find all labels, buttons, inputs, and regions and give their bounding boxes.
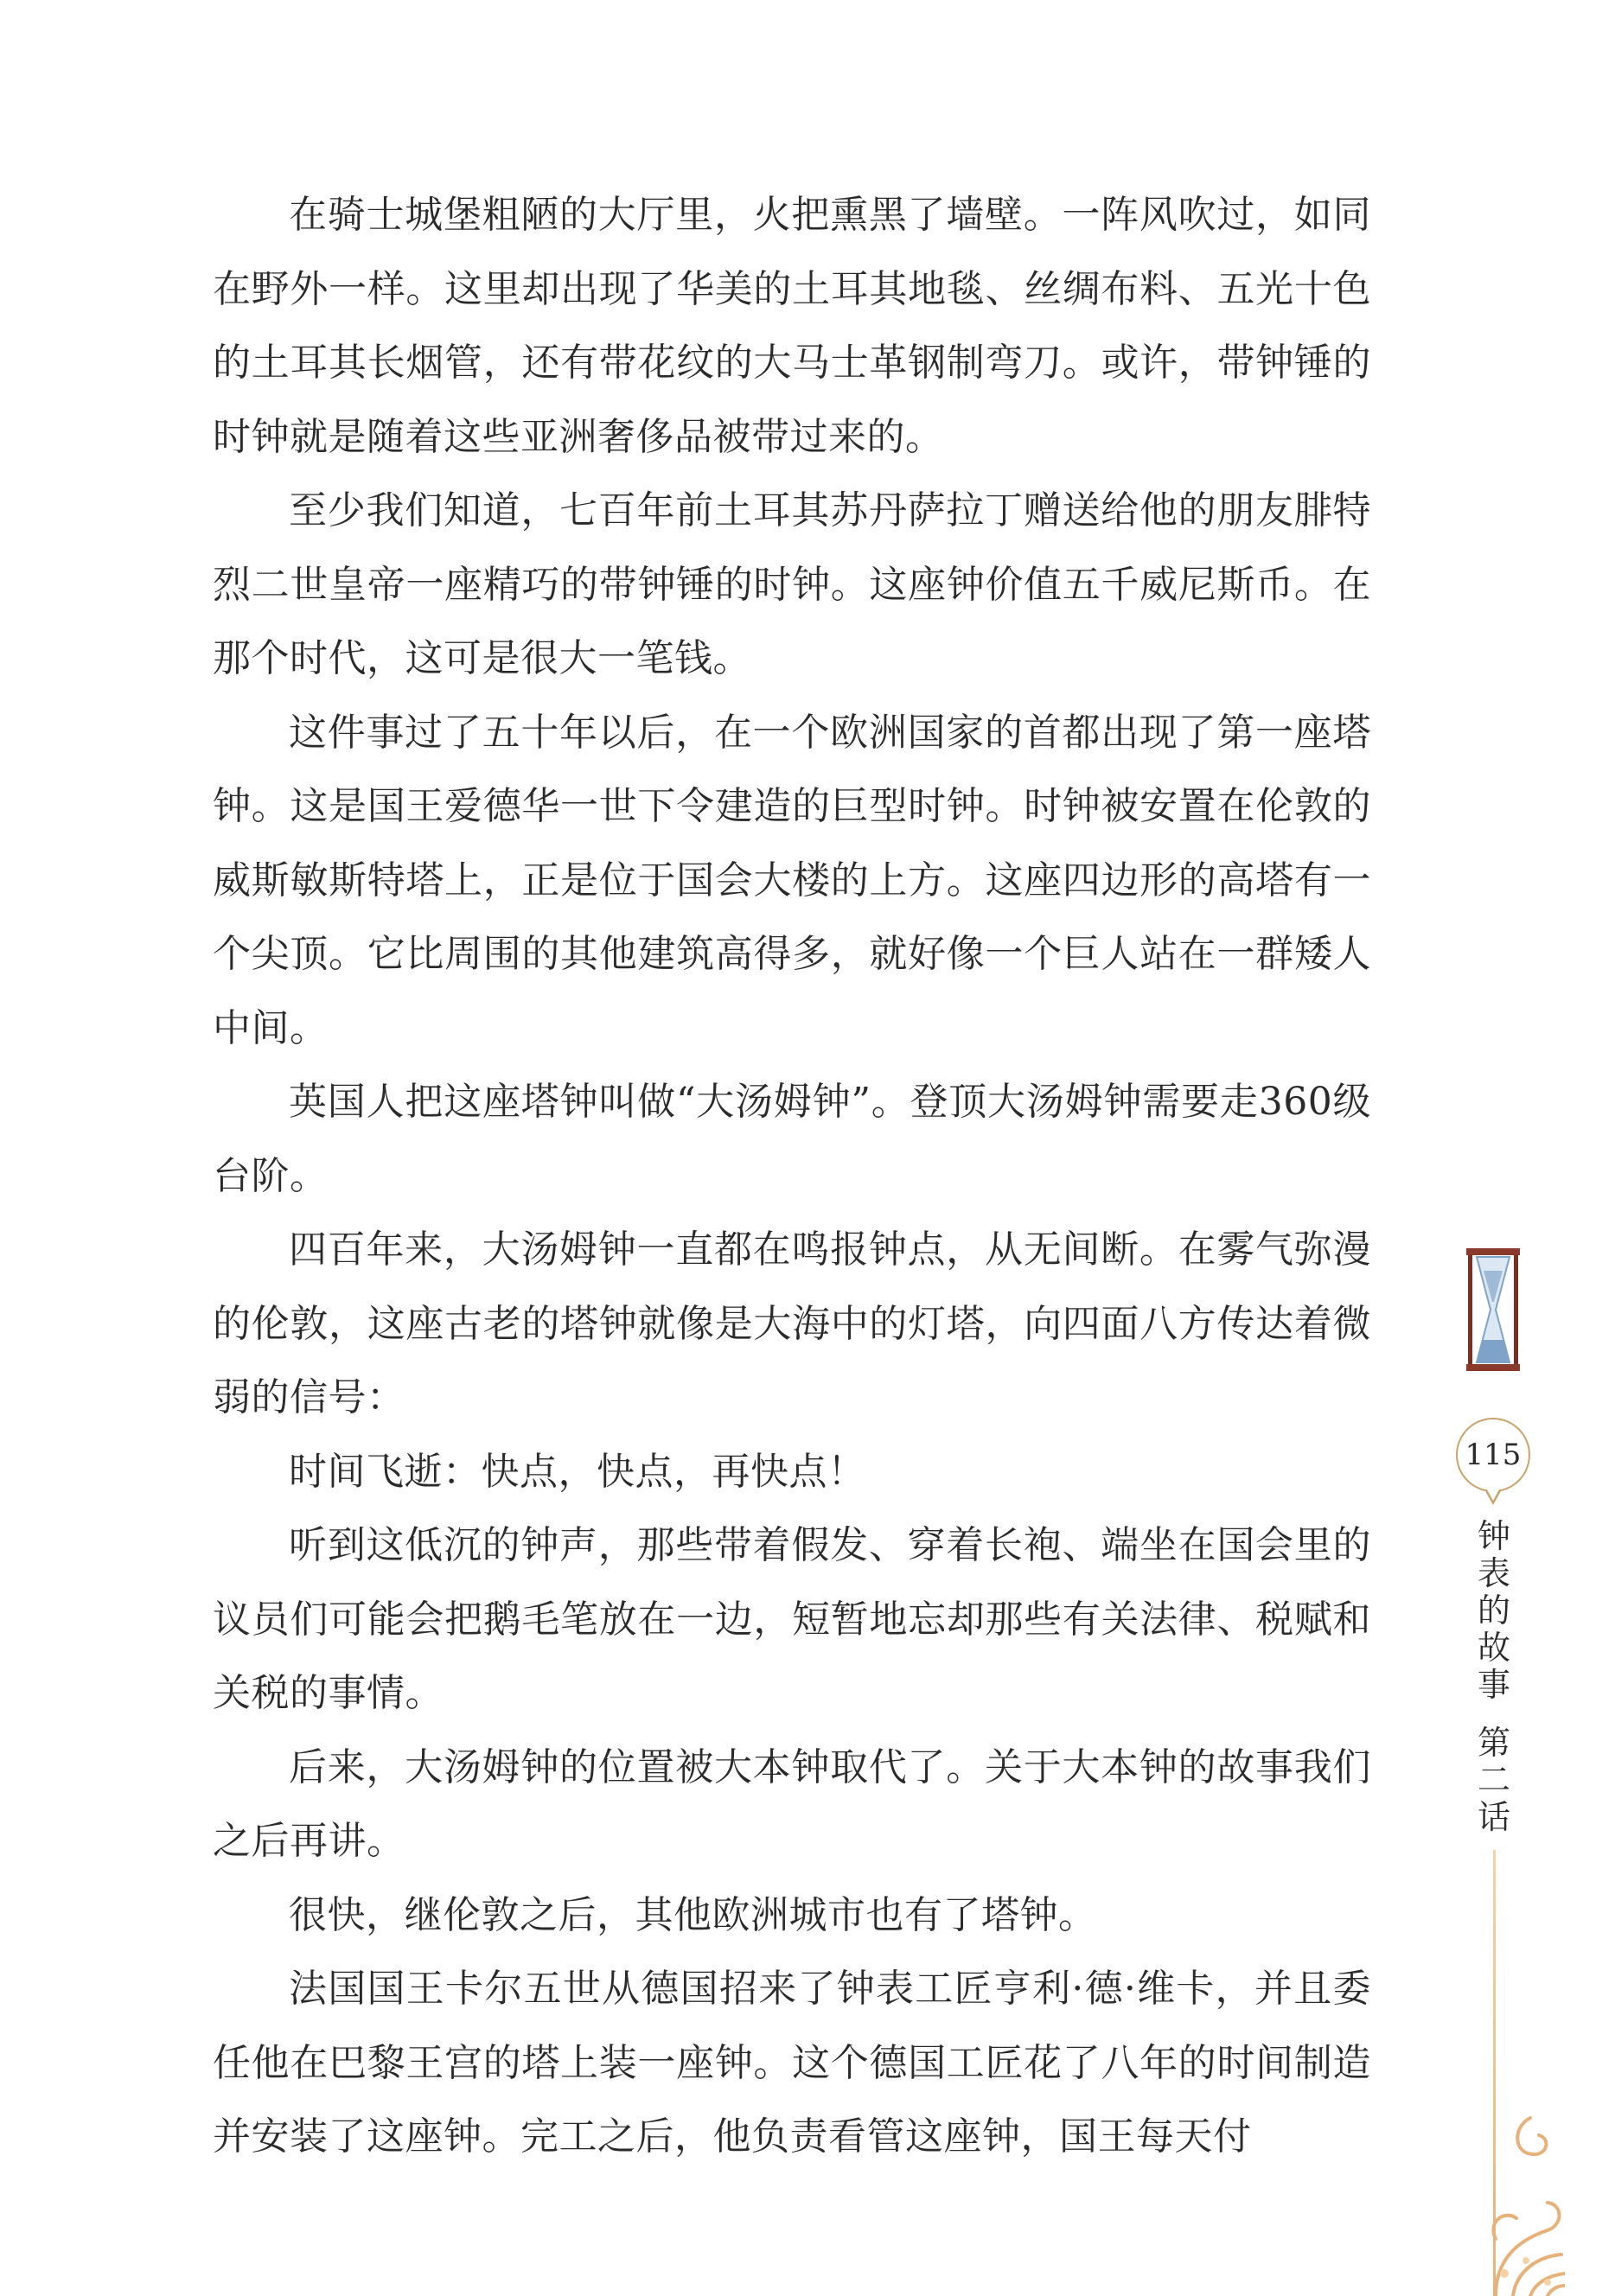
paragraph-8: 后来，大汤姆钟的位置被大本钟取代了。关于大本钟的故事我们之后再讲。	[213, 1744, 1371, 1863]
page-number: 115	[1456, 1418, 1530, 1492]
paragraph-3: 这件事过了五十年以后，在一个欧洲国家的首都出现了第一座塔钟。这是国王爱德华一世下令建造的巨型时钟。时钟被安置在伦敦的威斯敏斯特塔上，正是位于国会大楼的上方。这座四边形的高塔有一个尖顶。它比周围的其他建筑高得多，就好像一个巨人站在一群矮人中间。	[213, 710, 1371, 1050]
hourglass-icon	[1463, 1245, 1523, 1374]
paragraph-7: 听到这低沉的钟声，那些带着假发、穿着长袍、端坐在国会里的议员们可能会把鹅毛笔放在一边，短暂地忘却那些有关法律、税赋和关税的事情。	[213, 1523, 1371, 1715]
main-text-column	[213, 178, 1371, 2174]
title-char: 的	[1477, 1591, 1510, 1630]
running-title	[1471, 1518, 1516, 1836]
paragraph-9: 很快，继伦敦之后，其他欧洲城市也有了塔钟。	[289, 1892, 1097, 1937]
chapter-char: 第	[1477, 1724, 1510, 1762]
chapter-char: 二	[1477, 1761, 1510, 1799]
title-char: 事	[1477, 1666, 1510, 1704]
paragraph-4: 英国人把这座塔钟叫做“大汤姆钟”。登顶大汤姆钟需要走360级台阶。	[213, 1080, 1371, 1198]
title-char: 故	[1477, 1629, 1510, 1667]
chapter-char: 话	[1477, 1798, 1510, 1836]
paragraph-2: 至少我们知道，七百年前土耳其苏丹萨拉丁赠送给他的朋友腓特烈二世皇帝一座精巧的带钟锤的时钟。这座钟价值五千威尼斯币。在那个时代，这可是很大一笔钱。	[213, 488, 1371, 680]
title-separator	[1471, 1704, 1516, 1725]
paragraph-5: 四百年来，大汤姆钟一直都在鸣报钟点，从无间断。在雾气弥漫的伦敦，这座古老的塔钟就像是大海中的灯塔，向四面八方传达着微弱的信号：	[213, 1228, 1371, 1419]
paragraph-1: 在骑士城堡粗陋的大厅里，火把熏黑了墙壁。一阵风吹过，如同在野外一样。这里却出现了华美的土耳其地毯、丝绸布料、五光十色的土耳其长烟管，还有带花纹的大马士革钢制弯刀。或许，带钟锤的时钟就是随着这些亚洲奢侈品被带过来的。	[213, 193, 1371, 459]
title-char: 表	[1477, 1554, 1510, 1592]
title-char: 钟	[1477, 1517, 1510, 1555]
side-decoration	[1435, 1245, 1565, 2296]
scroll-ornament-icon	[1478, 2109, 1565, 2296]
paragraph-6: 时间飞逝：快点，快点，再快点！	[289, 1449, 866, 1494]
paragraph-10: 法国国王卡尔五世从德国招来了钟表工匠亨利·德·维卡，并且委任他在巴黎王宫的塔上装一座钟。这个德国工匠花了八年的时间制造并安装了这座钟。完工之后，他负责看管这座钟，国王每天付	[213, 1967, 1371, 2159]
